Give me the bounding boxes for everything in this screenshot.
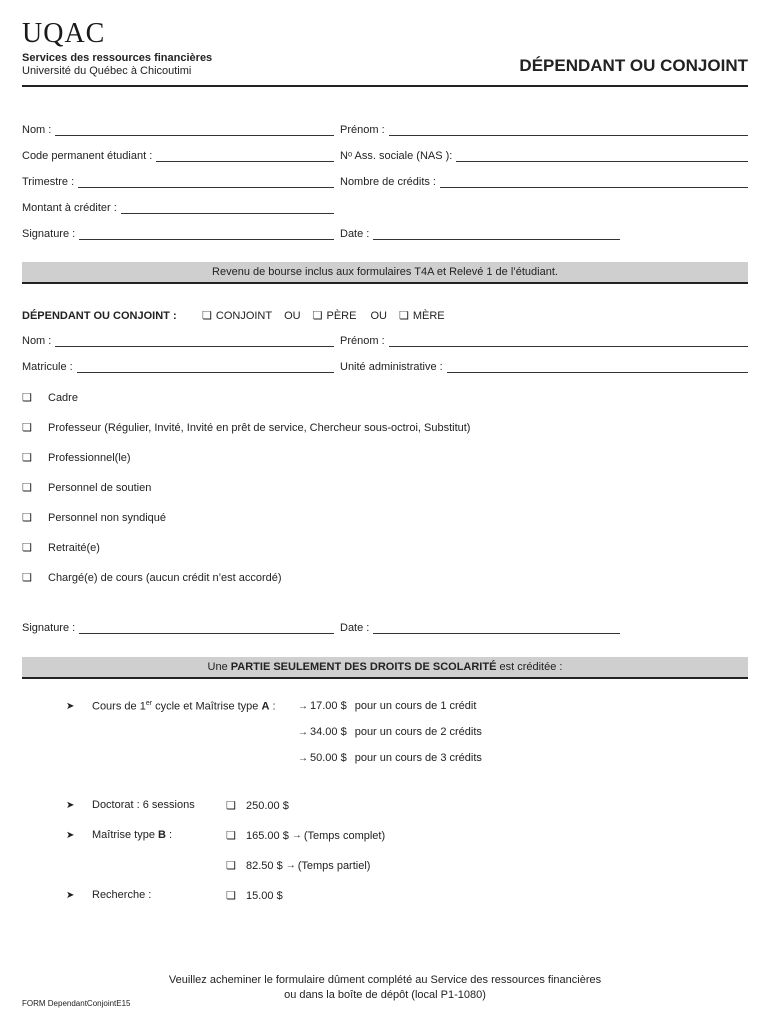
field-label: Nombre de crédits : (340, 176, 436, 188)
option-pere-label: PÈRE (326, 309, 357, 322)
checkbox-icon[interactable]: ❏ (226, 860, 236, 872)
field-label: Unité administrative : (340, 361, 443, 373)
fee-label (92, 700, 276, 713)
arrow-right-icon: → (298, 726, 308, 738)
fee-amount: 17.00 $ (310, 700, 347, 712)
input-line[interactable] (440, 178, 748, 188)
fee-doctorat-row (66, 799, 195, 811)
input-line[interactable] (55, 126, 334, 136)
dependant-nom-field[interactable] (22, 335, 334, 347)
fee-amount: 34.00 $ (310, 726, 347, 738)
checkbox-icon[interactable]: ❏ (22, 512, 32, 524)
category-option[interactable] (22, 451, 131, 464)
student-montant-field[interactable] (22, 202, 334, 214)
checkbox-pere[interactable]: ❏ (312, 310, 323, 322)
fee-amount: 15.00 $ (246, 889, 283, 902)
fee-label-part: Maîtrise type (92, 829, 159, 841)
field-label: Date : (340, 228, 370, 240)
bullet-arrow-icon: ➤ (66, 889, 75, 901)
field-label: Signature : (22, 622, 76, 634)
fee-label-sup: er (145, 700, 153, 707)
dependant-matricule-field[interactable] (22, 361, 334, 373)
fee-label: Recherche : (92, 889, 152, 901)
checkbox-icon[interactable]: ❏ (22, 572, 32, 584)
fee-amount: 50.00 $ (310, 752, 347, 764)
student-prenom-field[interactable] (340, 124, 748, 136)
student-nom-field[interactable] (22, 124, 334, 136)
student-credits-field[interactable] (340, 176, 748, 188)
category-label: Personnel de soutien (48, 481, 152, 494)
fee-label-type: B (158, 829, 166, 841)
category-label: Personnel non syndiqué (48, 511, 167, 524)
field-label: Date : (340, 622, 370, 634)
category-option[interactable] (22, 481, 151, 494)
university-name: Université du Québec à Chicoutimi (22, 65, 192, 77)
arrow-right-icon: → (298, 700, 308, 712)
input-line[interactable] (389, 337, 748, 347)
fee-rate-row (298, 726, 482, 738)
input-line[interactable] (389, 126, 748, 136)
input-line[interactable] (447, 363, 748, 373)
student-trimestre-field[interactable] (22, 176, 334, 188)
band-divider (22, 282, 748, 284)
field-label: Nom : (22, 124, 52, 136)
input-line[interactable] (373, 230, 620, 240)
bullet-arrow-icon: ➤ (66, 700, 75, 712)
bullet-arrow-icon: ➤ (66, 829, 75, 841)
student-signature-field[interactable] (22, 228, 334, 240)
dependant-signature-field[interactable] (22, 622, 334, 634)
field-label: Montant à créditer : (22, 202, 117, 214)
fee-cours-row (66, 700, 276, 713)
page-title: DÉPENDANT OU CONJOINT (519, 56, 748, 75)
fee-recherche-row (66, 889, 151, 901)
field-label: Nᵒ Ass. sociale (NAS ): (340, 150, 453, 162)
fee-maitrise-part-option[interactable] (226, 859, 370, 872)
student-date-field[interactable] (340, 228, 620, 240)
category-option[interactable] (22, 511, 166, 524)
field-label: Nom : (22, 335, 52, 347)
input-line[interactable] (121, 204, 334, 214)
category-option[interactable] (22, 571, 282, 584)
checkbox-icon[interactable]: ❏ (22, 542, 32, 554)
fee-label (92, 829, 172, 841)
category-label: Retraité(e) (48, 541, 100, 554)
header-divider (22, 85, 748, 87)
fee-desc: pour un cours de 2 crédits (354, 726, 482, 738)
fee-label-part: : (165, 829, 173, 841)
fee-label-type: A (261, 700, 270, 713)
category-label: Chargé(e) de cours (aucun crédit n’est accordé) (48, 571, 282, 584)
band-text: Une (207, 661, 231, 673)
student-nas-field[interactable] (340, 150, 748, 162)
input-line[interactable] (79, 624, 334, 634)
ou-separator: OU (284, 309, 301, 322)
input-line[interactable] (456, 152, 748, 162)
checkbox-icon[interactable]: ❏ (22, 452, 32, 464)
bullet-arrow-icon: ➤ (66, 799, 75, 811)
footer-instruction-1: Veuillez acheminer le formulaire dûment complété au Service des ressources financières (168, 974, 602, 986)
checkbox-icon[interactable]: ❏ (22, 482, 32, 494)
input-line[interactable] (78, 178, 334, 188)
fee-maitrise-full-option[interactable] (226, 829, 385, 842)
dependant-type-label: DÉPENDANT OU CONJOINT : (22, 309, 177, 322)
fee-desc: (Temps complet) (303, 829, 386, 842)
footer-instruction-2: ou dans la boîte de dépôt (local P1-1080) (284, 989, 486, 1001)
fee-desc: (Temps partiel) (297, 859, 371, 872)
dependant-prenom-field[interactable] (340, 335, 748, 347)
arrow-right-icon: → (285, 860, 296, 871)
fee-desc: pour un cours de 3 crédits (354, 752, 482, 764)
category-option[interactable] (22, 391, 78, 404)
info-band-tuition (22, 657, 748, 677)
fee-label-part: cycle et Maîtrise type (152, 700, 262, 713)
fee-desc: pour un cours de 1 crédit (354, 700, 477, 712)
org-name: Services des ressources financières (22, 52, 213, 64)
band-divider (22, 677, 748, 679)
category-label: Cadre (48, 391, 78, 404)
fee-amount: 250.00 $ (246, 799, 289, 812)
option-mere-label: MÈRE (412, 309, 445, 322)
input-line[interactable] (373, 624, 620, 634)
dependant-type-row (22, 309, 445, 322)
category-label: Professeur (Régulier, Invité, Invité en prêt de service, Chercheur sous-octroi, Substitut) (48, 421, 471, 434)
input-line[interactable] (55, 337, 334, 347)
student-code-field[interactable] (22, 150, 334, 162)
band-text-strong: PARTIE SEULEMENT DES DROITS DE SCOLARITÉ (230, 661, 497, 673)
fee-rate-row (298, 700, 476, 712)
arrow-right-icon: → (298, 752, 308, 764)
field-label: Trimestre : (22, 176, 75, 188)
dependant-date-field[interactable] (340, 622, 620, 634)
checkbox-icon[interactable]: ❏ (22, 422, 32, 434)
input-line[interactable] (79, 230, 334, 240)
fee-rate-row (298, 752, 482, 764)
field-label: Prénom : (340, 335, 385, 347)
checkbox-icon[interactable]: ❏ (226, 800, 236, 812)
fee-label-part: : (269, 700, 276, 713)
fee-label: Doctorat : 6 sessions (92, 799, 195, 811)
form-code: FORM DependantConjointE15 (22, 999, 131, 1008)
category-option[interactable] (22, 421, 470, 434)
fee-amount: 82.50 $ (246, 859, 283, 872)
info-band-revenue: Revenu de bourse inclus aux formulaires T4A et Relevé 1 de l’étudiant. (22, 262, 748, 282)
uqac-logo: UQAC (22, 18, 106, 49)
checkbox-icon[interactable]: ❏ (226, 830, 236, 842)
field-label: Prénom : (340, 124, 385, 136)
fee-recherche-option[interactable] (226, 889, 283, 902)
checkbox-mere[interactable]: ❏ (398, 310, 409, 322)
fee-label-part: Cours de 1 (92, 700, 146, 713)
field-label: Signature : (22, 228, 76, 240)
checkbox-conjoint[interactable]: ❏ (202, 310, 212, 322)
fee-amount: 165.00 $ (246, 829, 289, 842)
checkbox-icon[interactable]: ❏ (226, 890, 236, 902)
input-line[interactable] (77, 363, 334, 373)
field-label: Matricule : (22, 361, 73, 373)
category-option[interactable] (22, 541, 100, 554)
option-conjoint-label: CONJOINT (215, 309, 273, 322)
band-text: est créditée : (496, 661, 563, 673)
field-label: Code permanent étudiant : (22, 150, 153, 162)
arrow-right-icon: → (291, 830, 302, 841)
checkbox-icon[interactable]: ❏ (22, 392, 32, 404)
input-line[interactable] (156, 152, 334, 162)
ou-separator: OU (370, 309, 387, 322)
category-label: Professionnel(le) (48, 451, 131, 464)
fee-doctorat-option[interactable] (226, 799, 289, 812)
fee-maitrise-row (66, 829, 172, 841)
dependant-unite-field[interactable] (340, 361, 748, 373)
